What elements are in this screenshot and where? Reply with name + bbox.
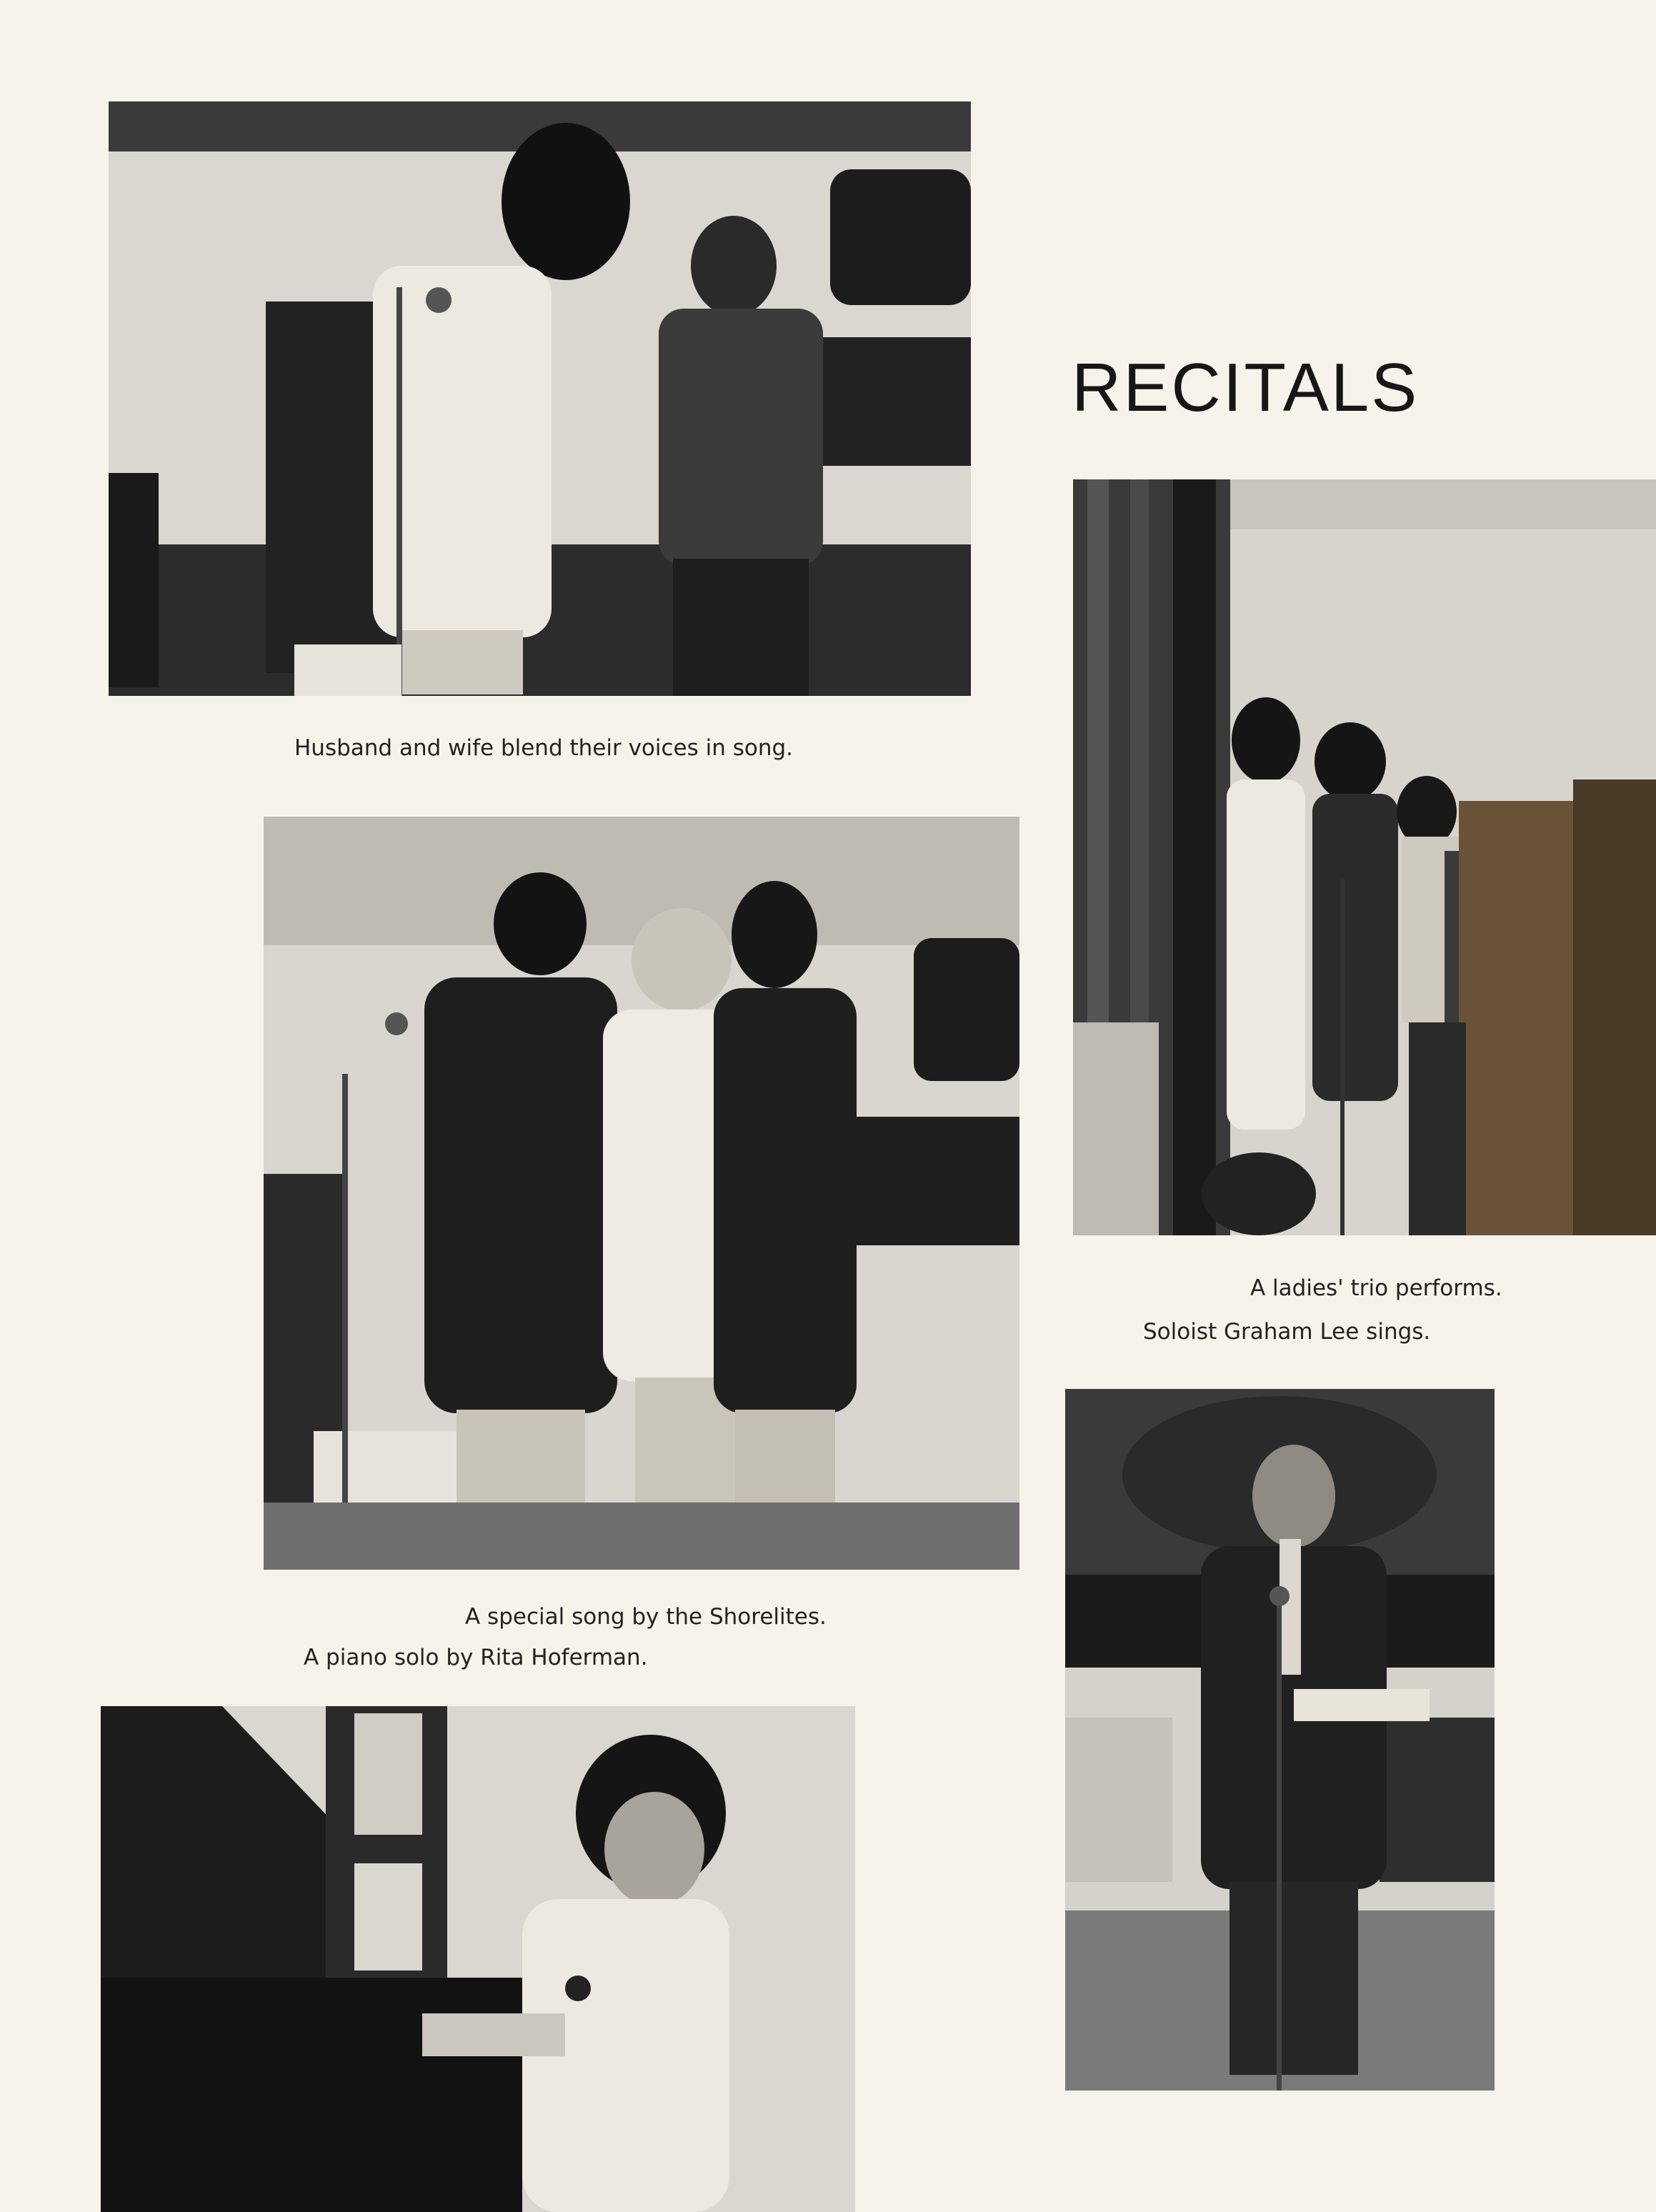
photo-graham-lee-solo bbox=[1065, 1389, 1495, 2091]
caption-graham-lee-solo: Soloist Graham Lee sings. bbox=[1143, 1319, 1431, 1345]
page-title: RECITALS bbox=[1072, 349, 1420, 426]
caption-husband-wife-duet: Husband and wife blend their voices in song. bbox=[294, 735, 794, 761]
photo-husband-wife-duet bbox=[109, 101, 971, 696]
caption-rita-hoferman-piano: A piano solo by Rita Hoferman. bbox=[304, 1645, 648, 1670]
caption-shorelites: A special song by the Shorelites. bbox=[465, 1604, 827, 1630]
photo-rita-hoferman-piano bbox=[101, 1706, 855, 2212]
photo-ladies-trio bbox=[1073, 479, 1656, 1235]
photo-shorelites bbox=[264, 817, 1019, 1570]
caption-ladies-trio: A ladies' trio performs. bbox=[1250, 1275, 1502, 1301]
